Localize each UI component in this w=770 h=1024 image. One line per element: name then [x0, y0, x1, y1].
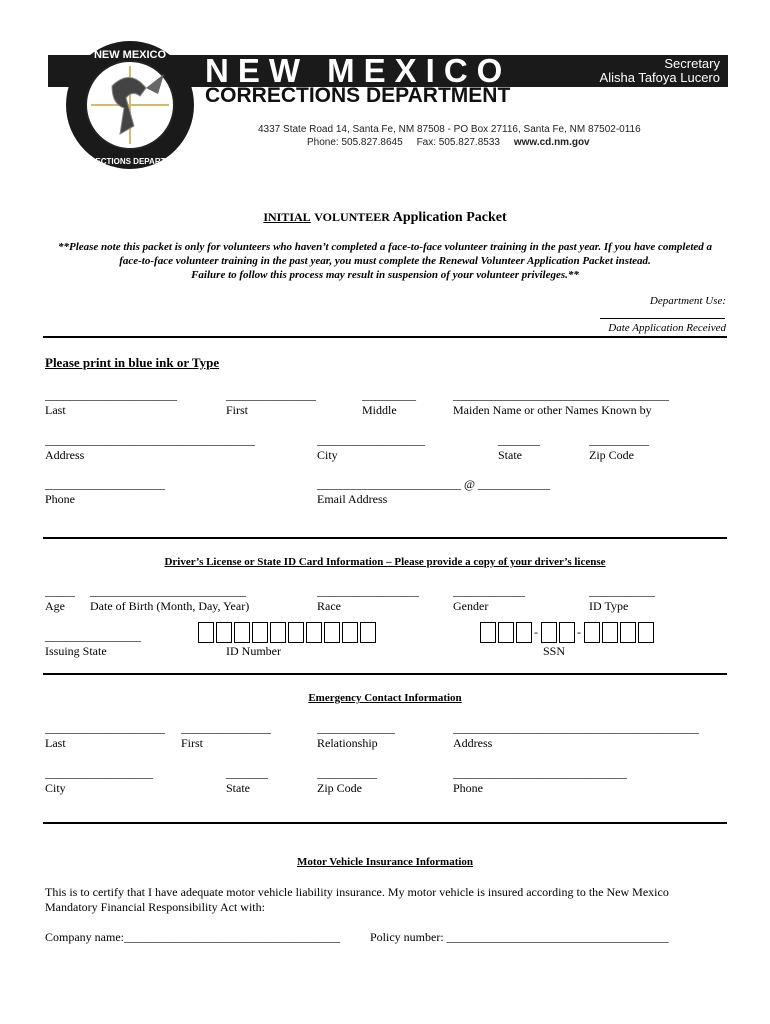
insurance-para-line-2: Mandatory Financial Responsibility Act with:	[45, 900, 265, 914]
id-number-label: ID Number	[226, 644, 281, 658]
header-secretary	[600, 57, 720, 85]
insurance-heading: Motor Vehicle Insurance Information	[296, 856, 474, 868]
print-instruction: Please print in blue ink or Type	[45, 355, 220, 370]
emergency-address-label: Address	[453, 736, 493, 750]
divider	[43, 822, 727, 824]
emergency-first-field[interactable]: _______________	[181, 721, 271, 735]
emergency-city-label: City	[45, 781, 66, 795]
city-field[interactable]: __________________	[317, 433, 425, 447]
maiden-name-field[interactable]: ____________________________________	[453, 388, 669, 402]
svg-text:NEW MEXICO: NEW MEXICO	[93, 49, 167, 61]
notice-line-2: face-to-face volunteer training in the past year, you must complete the Renewal Volunteer Application Packet instead.	[119, 255, 651, 267]
emergency-zip-label: Zip Code	[317, 781, 362, 795]
emergency-city-field[interactable]: __________________	[45, 766, 153, 780]
issuing-state-label: Issuing State	[45, 644, 107, 658]
department-seal	[60, 38, 200, 173]
state-label: State	[498, 448, 522, 462]
notice-line-1: **Please note this packet is only for volunteers who haven’t completed a face-to-face volunteer training in the past year. If you have completed a	[57, 241, 713, 253]
date-received-label: Date Application Received	[608, 322, 726, 334]
id-number-boxes[interactable]	[198, 622, 378, 643]
divider	[43, 537, 727, 539]
divider	[43, 673, 727, 675]
state-field[interactable]: _______	[498, 433, 540, 447]
company-name-label: Company name:	[45, 930, 124, 944]
department-use-label: Department Use:	[649, 295, 726, 307]
emergency-heading: Emergency Contact Information	[308, 692, 462, 704]
relationship-field[interactable]: _____________	[317, 721, 395, 735]
title-volunteer: VOLUNTEER	[314, 210, 390, 224]
middle-name-label: Middle	[362, 403, 397, 417]
city-label: City	[317, 448, 338, 462]
gender-field[interactable]: ____________	[453, 584, 525, 598]
company-name-row	[45, 930, 340, 945]
emergency-phone-field[interactable]: _____________________________	[453, 766, 627, 780]
ssn-dash: -	[534, 625, 538, 639]
dob-label: Date of Birth (Month, Day, Year)	[90, 599, 250, 613]
date-received-line[interactable]	[600, 318, 725, 319]
ssn-dash: -	[577, 625, 581, 639]
emergency-address-field[interactable]: _________________________________________	[453, 721, 699, 735]
page-title	[0, 210, 770, 226]
company-name-field[interactable]: ____________________________________	[123, 930, 340, 944]
header-fax: Fax: 505.827.8533	[416, 137, 500, 148]
id-type-field[interactable]: ___________	[589, 584, 655, 598]
header-department: CORRECTIONS DEPARTMENT	[205, 84, 511, 107]
phone-label: Phone	[45, 492, 75, 506]
secretary-name: Alisha Tafoya Lucero	[599, 70, 720, 85]
issuing-state-field[interactable]: ________________	[45, 629, 141, 643]
email-label: Email Address	[317, 492, 388, 506]
middle-name-field[interactable]: _________	[362, 388, 416, 402]
header-state: NEW MEXICO	[205, 52, 512, 89]
secretary-title: Secretary	[664, 56, 720, 71]
emergency-phone-label: Phone	[453, 781, 483, 795]
maiden-name-label: Maiden Name or other Names Known by	[453, 403, 652, 417]
emergency-state-field[interactable]: _______	[226, 766, 268, 780]
header-website[interactable]: www.cd.nm.gov	[513, 137, 590, 148]
policy-number-row	[370, 930, 669, 945]
emergency-zip-field[interactable]: __________	[317, 766, 377, 780]
notice-line-3: Failure to follow this process may result in suspension of your volunteer privileges.**	[191, 269, 579, 281]
policy-number-field[interactable]: _____________________________________	[446, 930, 669, 944]
zip-field[interactable]: __________	[589, 433, 649, 447]
emergency-last-label: Last	[45, 736, 66, 750]
first-name-label: First	[226, 403, 249, 417]
title-initial: INITIAL	[263, 210, 311, 224]
dob-field[interactable]: __________________________	[90, 584, 246, 598]
zip-label: Zip Code	[589, 448, 634, 462]
emergency-state-label: State	[226, 781, 250, 795]
address-label: Address	[45, 448, 85, 462]
age-field[interactable]: _____	[45, 584, 75, 598]
relationship-label: Relationship	[317, 736, 378, 750]
id-type-label: ID Type	[589, 599, 629, 613]
race-label: Race	[317, 599, 341, 613]
policy-number-label: Policy number:	[370, 930, 444, 944]
ssn-label: SSN	[543, 644, 566, 658]
license-heading: Driver’s License or State ID Card Information – Please provide a copy of your driver’s license	[164, 556, 606, 568]
gender-label: Gender	[453, 599, 489, 613]
race-field[interactable]: _________________	[317, 584, 419, 598]
age-label: Age	[45, 599, 65, 613]
insurance-para-line-1: This is to certify that I have adequate motor vehicle liability insurance. My motor vehicle is insured according to the New Mexico	[45, 885, 669, 899]
header-phone: Phone: 505.827.8645	[307, 137, 403, 148]
header-contact	[307, 137, 590, 148]
header-address: 4337 State Road 14, Santa Fe, NM 87508 - PO Box 27116, Santa Fe, NM 87502-0116	[258, 124, 641, 135]
divider	[43, 336, 727, 338]
last-name-label: Last	[45, 403, 66, 417]
ssn-boxes[interactable]	[480, 622, 656, 643]
emergency-last-field[interactable]: ____________________	[45, 721, 165, 735]
first-name-field[interactable]: _______________	[226, 388, 316, 402]
phone-field[interactable]: ____________________	[45, 477, 165, 491]
title-rest: Application Packet	[392, 210, 507, 225]
last-name-field[interactable]: ______________________	[45, 388, 177, 402]
svg-text:CORRECTIONS DEPARTMENT: CORRECTIONS DEPARTMENT	[71, 157, 189, 166]
address-field[interactable]: ___________________________________	[45, 433, 255, 447]
email-field[interactable]: ________________________ @ ____________	[317, 477, 551, 491]
emergency-first-label: First	[181, 736, 204, 750]
